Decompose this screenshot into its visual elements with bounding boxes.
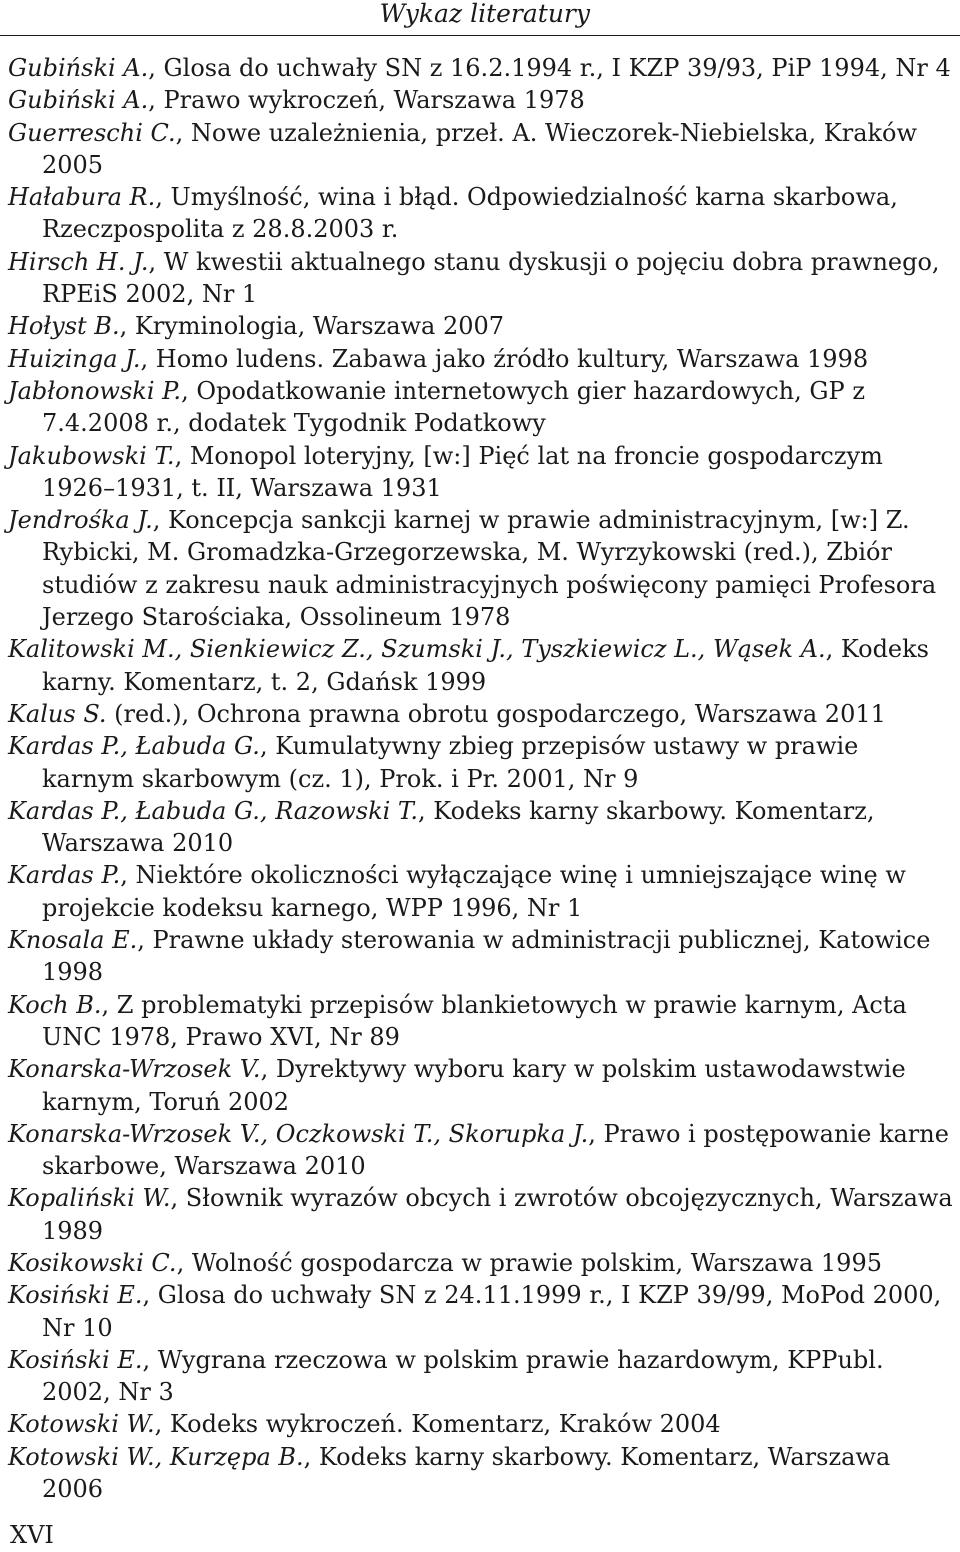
entry-reference: (red.), Ochrona prawna obrotu gospodarczego, Warszawa 2011 (106, 699, 886, 728)
bibliography-entry (8, 117, 958, 182)
entry-authors: Hirsch H. J. (8, 247, 149, 276)
page-number: XVI (10, 1521, 54, 1549)
bibliography-entry (8, 989, 958, 1054)
entry-reference: , Koncepcja sankcji karnej w prawie administracyjnym, [w:] Z. Rybicki, M. Gromadzka-Grzegorzewska, M. Wyrzykowski (red.), Zbiór studiów z zakresu nauk administracyjnych poświęcony pamięci Profesora Jerzego Starościaka, Ossolineum 1978 (42, 506, 937, 632)
header-title: Wykaz literatury (379, 0, 590, 28)
entry-reference: , Niektóre okoliczności wyłączające winę i umniejszające winę w projekcie kodeksu karnego, WPP 1996, Nr 1 (42, 861, 906, 922)
entry-authors: Kalitowski M., Sienkiewicz Z., Szumski J., Tyszkiewicz L., Wąsek A. (8, 635, 826, 664)
entry-authors: Hałabura R. (8, 183, 156, 212)
bibliography-entry (8, 52, 958, 84)
entry-authors: Kotowski W. (8, 1410, 155, 1439)
bibliography-entry (8, 1247, 958, 1279)
entry-authors: Kosikowski C. (8, 1248, 177, 1277)
entry-authors: Kopaliński W. (8, 1184, 171, 1213)
entry-authors: Huizinga J. (8, 344, 141, 373)
entry-reference: , Nowe uzależnienia, przeł. A. Wieczorek-Niebielska, Kraków 2005 (42, 118, 918, 179)
entry-reference: , Kodeks karny skarbowy. Komentarz, Warszawa 2006 (42, 1442, 891, 1504)
entry-reference: , Prawne układy sterowania w administracji publicznej, Katowice 1998 (42, 926, 931, 987)
bibliography-entry (8, 504, 958, 633)
entry-authors: Guerreschi C. (8, 118, 176, 147)
bibliography-entry (8, 1344, 958, 1409)
bibliography-entry (8, 1408, 958, 1440)
entry-reference: , Monopol loteryjny, [w:] Pięć lat na froncie gospodarczym 1926–1931, t. II, Warszawa 1931 (42, 441, 883, 502)
entry-authors: Kotowski W., Kurzępa B. (8, 1442, 304, 1471)
entry-authors: Kardas P., Łabuda G. (8, 732, 260, 761)
bibliography-entry (8, 84, 958, 116)
entry-reference: , W kwestii aktualnego stanu dyskusji o pojęciu dobra prawnego, RPEiS 2002, Nr 1 (42, 247, 940, 309)
entry-authors: Kosiński E. (8, 1281, 143, 1310)
entry-reference: , Homo ludens. Zabawa jako źródło kultury, Warszawa 1998 (140, 344, 869, 373)
entry-reference: , Prawo i postępowanie karne skarbowe, Warszawa 2010 (42, 1119, 949, 1181)
entry-authors: Konarska-Wrzosek V. (8, 1055, 261, 1084)
entry-reference: , Glosa do uchwały SN z 16.2.1994 r., I KZP 39/93, PiP 1994, Nr 4 (148, 54, 951, 82)
bibliography-entry (8, 310, 958, 342)
entry-authors: Koch B. (8, 990, 102, 1019)
entry-reference: , Dyrektywy wyboru kary w polskim ustawodawstwie karnym, Toruń 2002 (42, 1055, 906, 1116)
bibliography-entry (8, 440, 958, 505)
bibliography-entry (8, 343, 958, 375)
entry-authors: Hołyst B. (8, 312, 120, 341)
entry-authors: Jendrośka J. (8, 506, 153, 535)
bibliography-entry (8, 1053, 958, 1118)
entry-authors: Kardas P., Łabuda G., Razowski T. (8, 796, 419, 825)
entry-authors: Jakubowski T. (8, 441, 175, 470)
bibliography-entry (8, 795, 958, 860)
entry-authors: Gubiński A. (8, 54, 149, 82)
bibliography-entry (8, 924, 958, 989)
bibliography-entry (8, 698, 958, 730)
entry-reference: , Prawo wykroczeń, Warszawa 1978 (148, 86, 585, 115)
entry-reference: , Wygrana rzeczowa w polskim prawie hazardowym, KPPubl. 2002, Nr 3 (42, 1345, 884, 1407)
entry-reference: , Umyślność, wina i błąd. Odpowiedzialność karna skarbowa, Rzeczpospolita z 28.8.2003 r. (42, 183, 898, 244)
entry-authors: Kalus S. (8, 699, 107, 728)
entry-authors: Konarska-Wrzosek V., Oczkowski T., Skorupka J. (8, 1119, 589, 1148)
bibliography-entry (8, 1441, 958, 1506)
entry-reference: , Kodeks wykroczeń. Komentarz, Kraków 2004 (154, 1410, 721, 1439)
running-header (0, 0, 960, 36)
entry-reference: , Z problematyki przepisów blankietowych w prawie karnym, Acta UNC 1978, Prawo XVI, Nr 89 (42, 990, 907, 1051)
bibliography-entry (8, 1118, 958, 1183)
bibliography-entry (8, 730, 958, 795)
bibliography-entry (8, 181, 958, 246)
bibliography-entry (8, 1182, 958, 1247)
bibliography-entry (8, 859, 958, 924)
bibliography-entry (8, 1279, 958, 1344)
bibliography-entry (8, 246, 958, 311)
entry-reference: , Słownik wyrazów obcych i zwrotów obcojęzycznych, Warszawa 1989 (42, 1184, 953, 1245)
entry-authors: Gubiński A. (8, 86, 149, 115)
entry-reference: , Opodatkowanie internetowych gier hazardowych, GP z 7.4.2008 r., dodatek Tygodnik Podatkowy (42, 376, 865, 438)
entry-authors: Jabłonowski P. (8, 376, 182, 405)
entry-authors: Kardas P. (8, 861, 121, 890)
entry-reference: , Kodeks karny skarbowy. Komentarz, Warszawa 2010 (42, 796, 875, 858)
entry-reference: , Kumulatywny zbieg przepisów ustawy w prawie karnym skarbowym (cz. 1), Prok. i Pr. 2001, Nr 9 (42, 732, 859, 793)
entry-reference: , Kryminologia, Warszawa 2007 (119, 312, 505, 341)
entry-authors: Kosiński E. (8, 1345, 143, 1374)
entry-reference: , Kodeks karny. Komentarz, t. 2, Gdańsk 1999 (42, 635, 929, 696)
entry-reference: , Glosa do uchwały SN z 24.11.1999 r., I KZP 39/99, MoPod 2000, Nr 10 (42, 1281, 942, 1342)
entry-reference: , Wolność gospodarcza w prawie polskim, Warszawa 1995 (176, 1248, 882, 1277)
bibliography-entry (8, 633, 958, 698)
bibliography-list (8, 52, 958, 1505)
bibliography-entry (8, 375, 958, 440)
entry-authors: Knosala E. (8, 926, 138, 955)
